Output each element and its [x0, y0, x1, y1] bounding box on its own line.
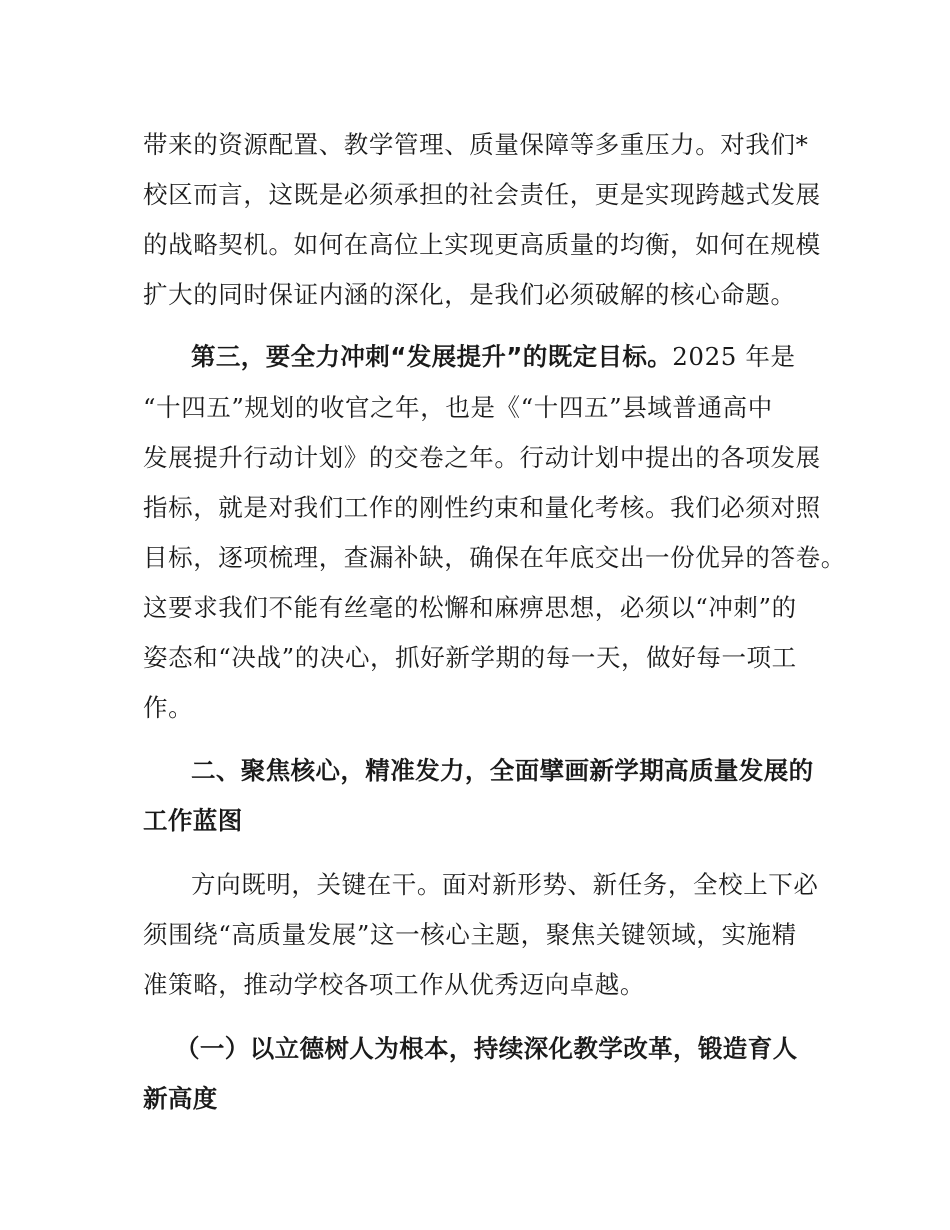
paragraph-2-line-6: 这要求我们不能有丝毫的松懈和麻痹思想，必须以“冲刺”的: [143, 593, 797, 622]
paragraph-3-line-2: 须围绕“高质量发展”这一核心主题，聚焦关键领域，实施精: [143, 920, 797, 949]
paragraph-2-line-8: 作。: [143, 693, 194, 722]
paragraph-3-line-1: 方向既明，关键在干。面对新形势、新任务，全校上下必: [191, 870, 819, 899]
paragraph-2-line-5: 目标，逐项梳理，查漏补缺，确保在年底交出一份优异的答卷。: [143, 543, 846, 572]
subheading-1-line-2: 新高度: [143, 1084, 218, 1113]
paragraph-1-line-2: 校区而言，这既是必须承担的社会责任，更是实现跨越式发展: [143, 180, 821, 209]
paragraph-2-lead-bold: 第三，要全力冲刺“发展提升”的既定目标。: [191, 342, 673, 371]
section-heading-2-line-1: 二、聚焦核心，精准发力，全面擘画新学期高质量发展的: [191, 756, 814, 785]
paragraph-3-line-3: 准策略，推动学校各项工作从优秀迈向卓越。: [143, 970, 645, 999]
subheading-1-line-1: （一）以立德树人为根本，持续深化教学改革，锻造育人: [175, 1034, 798, 1063]
paragraph-2-line-2: “十四五”规划的收官之年，也是《“十四五”县域普通高中: [143, 393, 773, 422]
paragraph-2-line-3: 发展提升行动计划》的交卷之年。行动计划中提出的各项发展: [143, 443, 821, 472]
paragraph-1-line-3: 的战略契机。如何在高位上实现更高质量的均衡，如何在规模: [143, 230, 821, 259]
paragraph-2-line-4: 指标，就是对我们工作的刚性约束和量化考核。我们必须对照: [143, 493, 821, 522]
paragraph-2-lead-rest: 2025 年是: [672, 342, 796, 371]
paragraph-2-line-7: 姿态和“决战”的决心，抓好新学期的每一天，做好每一项工: [143, 643, 797, 672]
paragraph-1-line-4: 扩大的同时保证内涵的深化，是我们必须破解的核心命题。: [143, 280, 796, 309]
paragraph-2-line-1: [191, 342, 796, 372]
paragraph-1-line-1: 带来的资源配置、教学管理、质量保障等多重压力。对我们*: [143, 130, 809, 159]
section-heading-2-line-2: 工作蓝图: [143, 806, 243, 835]
